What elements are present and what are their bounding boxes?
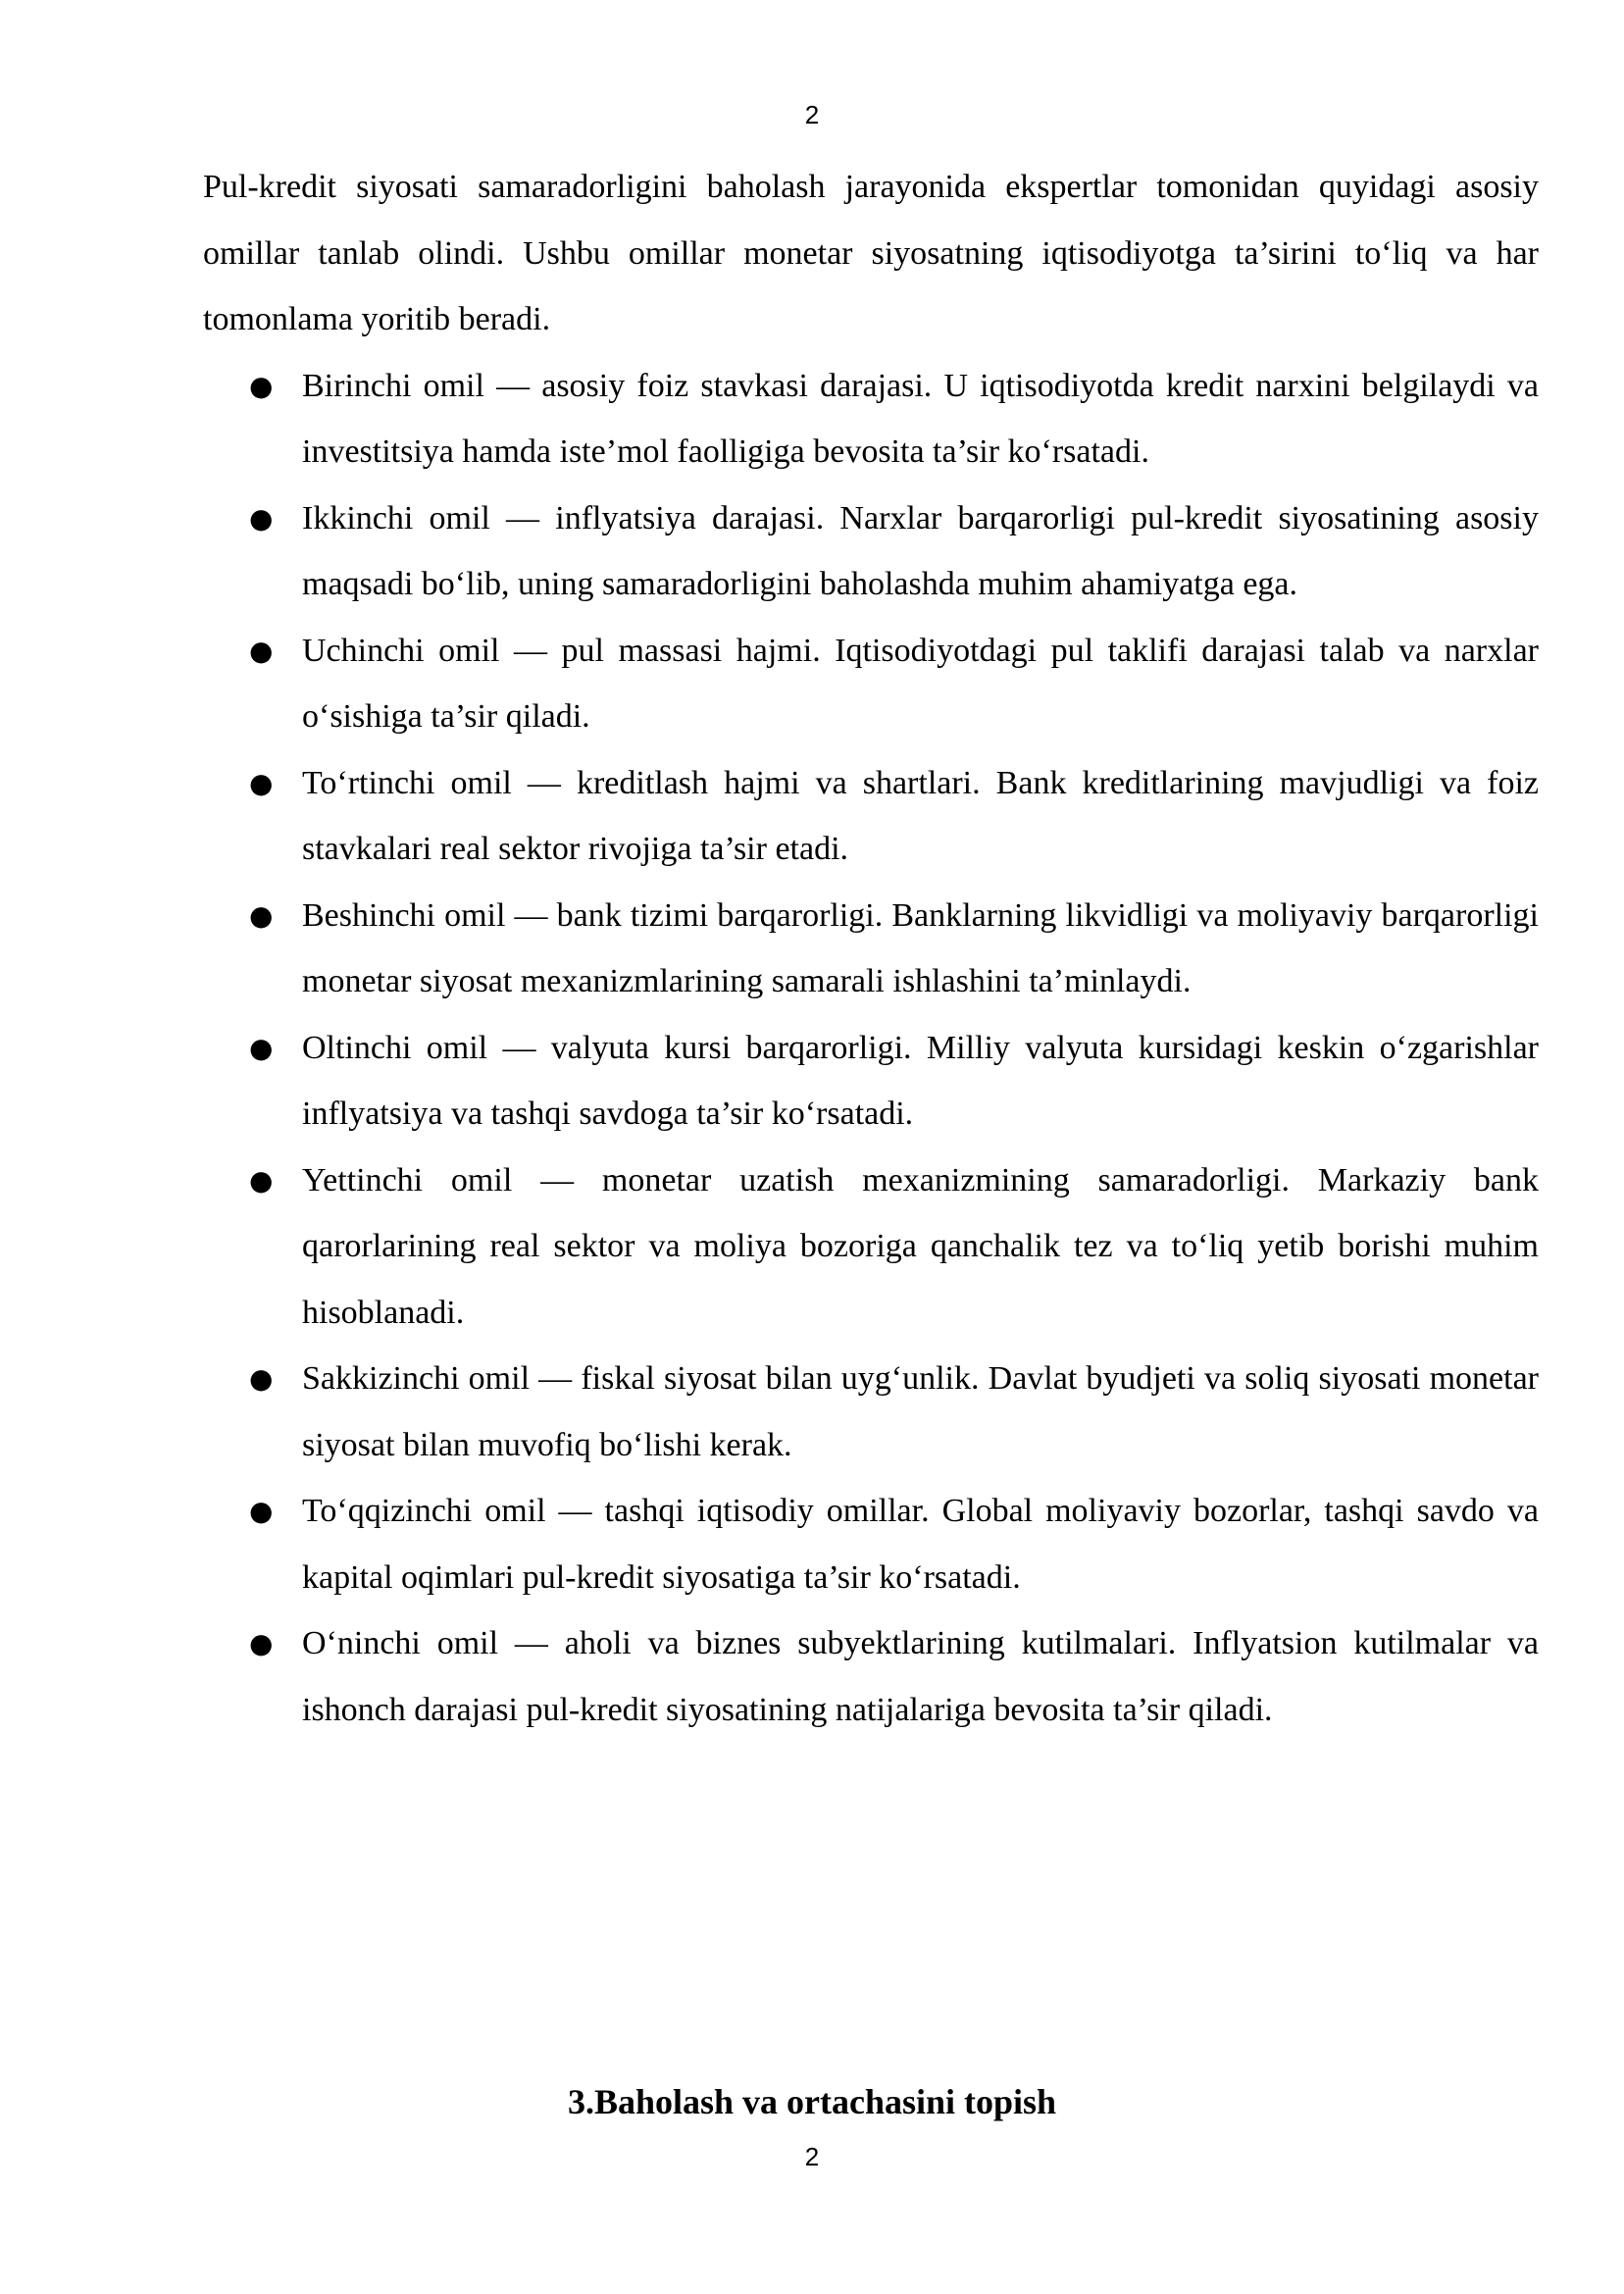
list-item bbox=[203, 485, 1539, 618]
list-item-text: Birinchi omil — asosiy foiz stavkasi darajasi. U iqtisodiyotda kredit narxini belgilaydi va investitsiya hamda iste’mol faolligiga bevosita ta’sir ko‘rsatadi. bbox=[302, 367, 1539, 470]
list-item-text: To‘rtinchi omil — kreditlash hajmi va shartlari. Bank kreditlarining mavjudligi va foiz stavkalari real sektor rivojiga ta’sir etadi. bbox=[302, 764, 1539, 867]
list-item bbox=[203, 1346, 1539, 1478]
list-item bbox=[203, 1015, 1539, 1147]
list-item bbox=[203, 1610, 1539, 1743]
bullet-icon: ● bbox=[249, 1163, 274, 1197]
list-item bbox=[203, 1478, 1539, 1610]
list-item-text: Yettinchi omil — monetar uzatish mexanizmining samaradorligi. Markaziy bank qarorlarining real sektor va moliya bozoriga qanchalik tez va to‘liq yetib borishi muhim hisoblanadi. bbox=[302, 1161, 1539, 1331]
list-item-text: O‘ninchi omil — aholi va biznes subyektlarining kutilmalari. Inflyatsion kutilmalar va ishonch darajasi pul-kredit siyosatining natijalariga bevosita ta’sir qiladi. bbox=[302, 1625, 1539, 1728]
document-body bbox=[203, 154, 1539, 1743]
list-item bbox=[203, 883, 1539, 1015]
section-heading: 3.Baholash va ortachasini topish bbox=[567, 2082, 1057, 2121]
list-item bbox=[203, 1147, 1539, 1347]
bullet-icon: ● bbox=[249, 369, 274, 402]
bullet-icon: ● bbox=[249, 898, 274, 932]
bullet-icon: ● bbox=[249, 766, 274, 799]
bullet-icon: ● bbox=[249, 1627, 274, 1659]
list-item-text: To‘qqizinchi omil — tashqi iqtisodiy omillar. Global moliyaviy bozorlar, tashqi savdo va kapital oqimlari pul-kredit siyosatiga ta’sir ko‘rsatadi. bbox=[302, 1493, 1539, 1596]
bullet-icon: ● bbox=[249, 634, 274, 667]
list-item-text: Oltinchi omil — valyuta kursi barqarorligi. Milliy valyuta kursidagi keskin o‘zgarishlar inflyatsiya va tashqi savdoga ta’sir ko‘rsatadi. bbox=[302, 1029, 1539, 1132]
bullet-icon: ● bbox=[249, 1362, 274, 1395]
list-item-text: Uchinchi omil — pul massasi hajmi. Iqtisodiyotdagi pul taklifi darajasi talab va narxlar o‘sishiga ta’sir qiladi. bbox=[302, 632, 1539, 735]
list-item bbox=[203, 618, 1539, 750]
list-item-text: Ikkinchi omil — inflyatsiya darajasi. Narxlar barqarorligi pul-kredit siyosatining asosiy maqsadi bo‘lib, uning samaradorligini baholashda muhim ahamiyatga ega. bbox=[302, 499, 1539, 602]
factors-list bbox=[203, 353, 1539, 1744]
list-item-text: Beshinchi omil — bank tizimi barqarorligi. Banklarning likvidligi va moliyaviy barqarorligi monetar siyosat mexanizmlarining samarali ishlashini ta’minlaydi. bbox=[302, 896, 1539, 999]
list-item bbox=[203, 750, 1539, 883]
page-number-bottom: 2 bbox=[804, 2142, 820, 2171]
bullet-icon: ● bbox=[249, 1031, 274, 1064]
bullet-icon: ● bbox=[249, 501, 274, 535]
page-number-top: 2 bbox=[804, 100, 820, 129]
bullet-icon: ● bbox=[249, 1495, 274, 1527]
list-item-text: Sakkizinchi omil — fiskal siyosat bilan uyg‘unlik. Davlat byudjeti va soliq siyosati monetar siyosat bilan muvofiq bo‘lishi kerak. bbox=[302, 1360, 1539, 1463]
list-item bbox=[203, 353, 1539, 485]
intro-paragraph: Pul-kredit siyosati samaradorligini baholash jarayonida ekspertlar tomonidan quyidagi asosiy omillar tanlab olindi. Ushbu omillar monetar siyosatning iqtisodiyotga ta’sirini to‘liq va har tomonlama yoritib beradi. bbox=[203, 169, 1539, 337]
